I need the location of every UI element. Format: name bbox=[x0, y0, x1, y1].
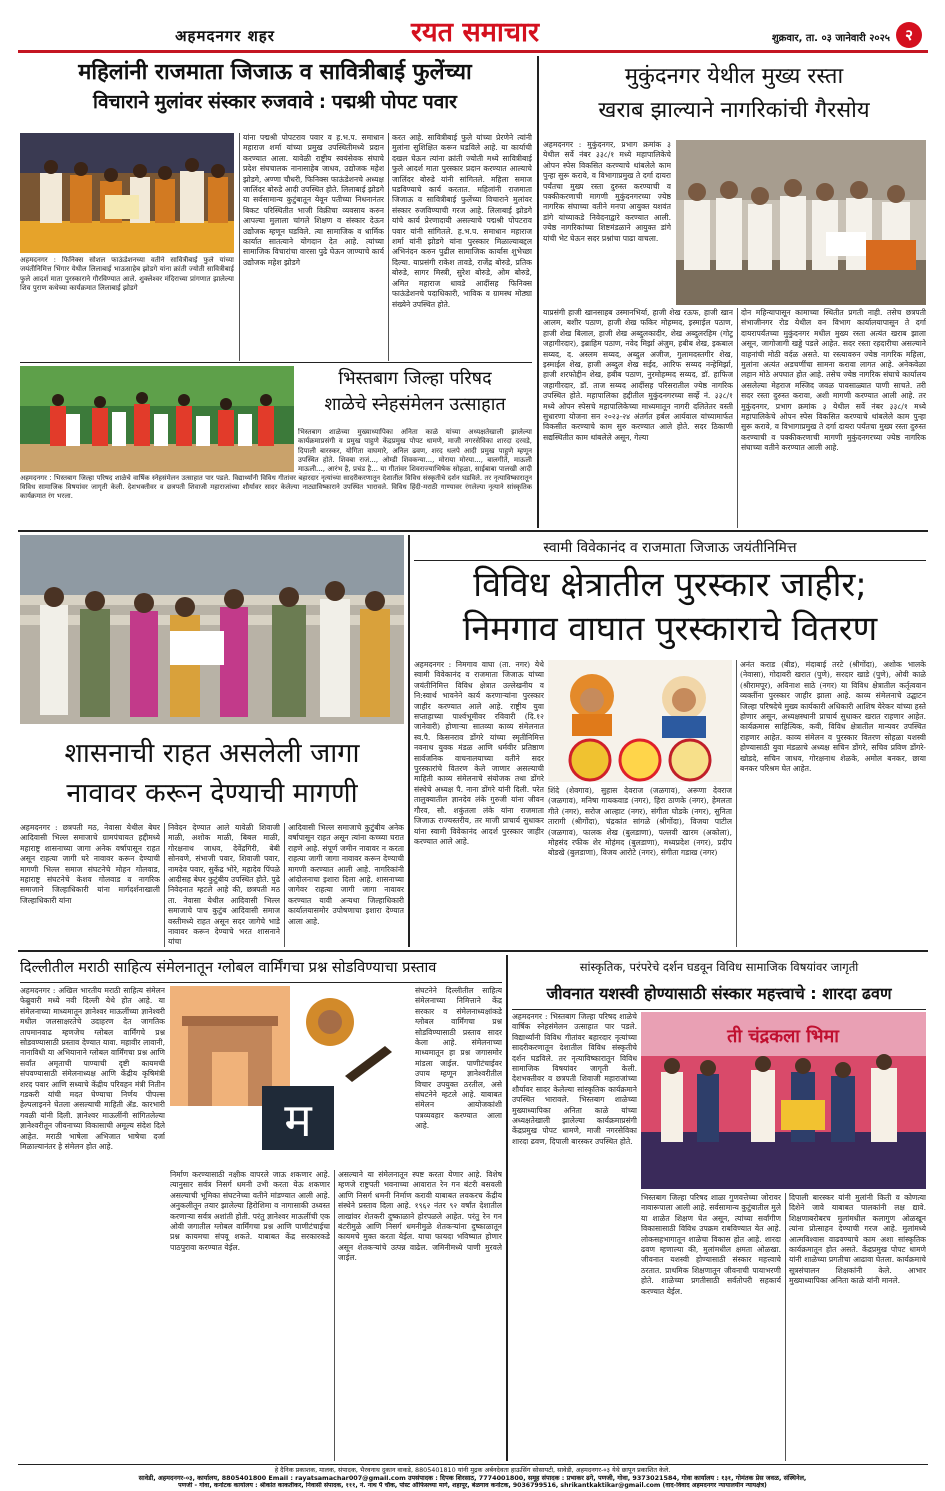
story1-headline-line1: महिलांनी राजमाता जिजाऊ व सावित्रीबाई फुलेंच्या bbox=[78, 60, 472, 85]
story2-body-col3: दोन महिन्यापासून कामाच्या स्थितीत प्रगती नाही. तसेच छत्रपती संभाजीनगर रोड येथील वन विभाग कार्यालयापासून ते दर्गा दायरापर्यंतच्या मुकुंदनगर मधील मुख्य रस्ता अत्यंत खराब झाला असून, जागोजागी खड्डे पडले आहेत. सदर रस्ता रहदारीचा असल्याने वाहनांची मोठी वर्दळ असते. या रस्त्यावरुन ज्येष्ठ नागरिक महिला, मुलांना अत्यंत अडचणींचा सामना करावा लागत आहे. अनेकवेळा लहान मोठे अपघात होत आहे. तसेच ज्येष्ठ नागरिक संघाचे कार्यालय असलेल्या मेहराज मस्जिद जवळ पावसाळ्यात पाणी साचते. तरी सदर रस्ता दुरुस्त करावा, अशी मागणी करण्यात आली आहे. तर मुकुंदनगर, प्रभाग क्रमांक ३ येथील सर्वे नंबर ३३८/१ मध्ये महापालिकेचे ओपन स्पेस विकसित करण्याचे थांबलेले काम पुन्हा सुरू करावे, व विभागाप्रमुख ते दर्गा दायरा पर्यंतचा मुख्य रस्ता दुरुस्त करण्याची व पक्कीकरणाची मागणी मुकुंदनगरच्या ज्येष्ठ नागरिक संघाच्या वतीने करण्यात आली आहे. bbox=[741, 308, 926, 453]
issue-date: शुक्रवार, ता. ०३ जानेवारी २०२५ bbox=[771, 33, 890, 44]
story5-body-col3: अनंत कराड (बीड), मंदाबाई तरटे (श्रीगोंदा), अशोक भालके (नेवासा), गोदावरी खरात (पुणे), सरदार खाडे (पुणे), ओवी काळे (श्रीरामपूर), अविनाश साठे (नगर) या विविध क्षेत्रातील कर्तृत्ववान व्यक्तींना पुरस्कार जाहीर झाला आहे. काव्य संमेलनाचे उद्घाटन जिल्हा परिषदेचे मुख्य कार्यकारी अधिकारी आशिष येरेकर यांच्या हस्ते होणार असून, अध्यक्षस्थानी प्राचार्य सुधाकर खरात राहणार आहेत. कार्यक्रमास साहित्यिक, कवी, विविध क्षेत्रातील मान्यवर उपस्थित राहणार आहेत. काव्य संमेलन व पुरस्कार वितरण सोहळा यशस्वी होण्यासाठी युवा मंडळाचे अध्यक्ष सचिन डोंगरे, सचिव प्रविण डोंगरे-खोडदे, सचिन जाधव, गोरक्षनाथ शेळके, अमोल बनकर, छाया बनकर परिश्रम घेत आहेत. bbox=[740, 660, 926, 774]
story1-award-photo bbox=[20, 133, 234, 253]
story2-headline-line1: मुकुंदनगर येथील मुख्य रस्ता bbox=[624, 64, 844, 89]
story5-headline-line1: विविध क्षेत्रातील पुरस्कार जाहीर; bbox=[473, 565, 867, 605]
story4-col-divider2 bbox=[284, 823, 285, 947]
story5-body-col1: अहमदनगर : निमगाव वाघा (ता. नगर) येथे स्वामी विवेकानंद व राजमाता जिजाऊ यांच्या जयंतीनिमित्त विविध क्षेत्रात उल्लेखनीय व नि:स्वार्थ भावनेने कार्य करणाऱ्यांना पुरस्कार जाहीर करण्यात आले आहे. राष्ट्रीय युवा सप्ताहाच्या पार्श्वभूमीवर रविवारी (दि.१२ जानेवारी) होणाऱ्या सातव्या काव्य संमेलनात स्व.पै. किसनराव डोंगरे यांच्या स्मृतीनिमित्त नवनाथ युवक मंडळ आणि धर्मवीर प्रतिष्ठाण सार्वजनिक वाचनालयाच्या वतीने सदर पुरस्कारांचे वितरण केले जाणार असल्याची माहिती काव्य संमेलनाचे संयोजक तथा डोंगरे संस्थेचे अध्यक्ष पै. नाना डोंगरे यांनी दिली. परेत तालुक्यातील ज्ञानदेव लंके गुरुजी यांना जीवन गौरव, सौ. शकुंतला लंके यांना राजमाता जिजाऊ राज्यस्तरीय, तर माजी प्राचार्य सुधाकर यांना स्वामी विवेकानंद आदर्श पुरस्कार जाहीर करण्यात आले आहे. bbox=[414, 660, 544, 846]
story2-col-divider bbox=[737, 308, 738, 528]
story2-body-col2: याप्रसंगी हाजी खानसाहब उस्मानभिर्या, हाजी शेख रऊफ, हाजी खान आलम, बशीर पठाण, हाजी शेख फकिर मोहम्मद, इस्माईल पठाण, हाजी शेख बिलाल, हाजी शेख अब्दुलकादीर, शेख अब्दुलरहिम (गोटू जहागीरदार), इब्राहिम पठाण, नवेद मिर्झा अंजुम, हबीब शेख, इकबाल सय्यद, द. अस्लम सय्यद, अब्दुल अजीज, गुलामदस्तगीर शेख, इस्माईल शेख, हाजी अब्दुल शेख सईद, आरिफ सय्यद नन्हेमिर्झा, हाजी शरफोद्दीन शेख, हबीब पठाण, नुरमोहम्मद सय्यद, डॉ. हाफिज जहागीरदार, डॉ. ताज सय्यद आदींसह परिसरातील ज्येष्ठ नागरिक उपस्थित होते. महापालिका हद्दीतील मुकुंदनगरच्या सर्व्हे नं. ३३८/१ मध्ये ओपन स्पेसचे महापालिकेच्या माध्यमातून नागरी दलितेतर वस्ती सुधारणा योजना सन २०२३-२४ अंतर्गत हर्बल आर्यवाल यांच्यामार्फत विकसीत करण्याचे काम सुरु करण्यात आले होते. सदर ठिकाणी सद्यस्थितीत काम थांबलेले असून, गेल्या bbox=[543, 308, 733, 442]
story1-col-divider1 bbox=[239, 133, 240, 361]
story1-col-divider2 bbox=[388, 133, 389, 361]
story1-headline-line2: विचाराने मुलांवर संस्कार रुजवावे : पद्मश्री पोपट पवार bbox=[93, 91, 457, 113]
stage-photo-illustration bbox=[641, 1012, 926, 1189]
masthead bbox=[0, 0, 945, 48]
story7-headline: जीवनात यशस्वी होण्यासाठी संस्कार महत्त्वाचे : शारदा ढवण bbox=[546, 984, 892, 1003]
story5-body-col2: शिंदे (शेवगाव), सुहास देवराज (जळगाव), अरूणा देवराज (जळगाव), मनिषा गायकवाड (नगर), हिरा ठाणके (नगर), हेमलता गीते (नगर), सरोज आल्हाट (नगर), संगीता घोडके (नगर), सुनिता तारागी (श्रीगोंदा), चंद्रकांत सांगळे (श्रीगोंदा), विजया पाटील (जळगाव), फालक शेख (बुलडाणा), पल्लवी खारम (अकोला), मोहसंद रफीक शेर मोहंमद (बुलडाणा), मध्यप्रदेश (नगर), प्रदीप बोडखे (बुलडाणा), विजय आरोटे (नगर), संगीता गडाख (नगर) bbox=[548, 786, 732, 858]
story6-body-col2: निर्माण करण्यासाठी नक्षीक वापरले जाऊ शकणार आहे. त्यानुसार सर्वत्र निसर्ग धमनी उभी करता येऊ शकणार असल्याची भूमिका संघटनेच्या वतीने मांडण्यात आली आहे. अनुकलीतून तयार झालेल्या हिरोशिमा व नागासाकी उध्वस्त करणाऱ्या सर्वत्र अशांती होती. परंतु ज्ञानेश्वर माऊलींची एक ओवी जगातील ग्लोबल वार्मिंगचा प्रश्न आणि पाणीटंचाईचा प्रश्न कायमचा संपवू शकते. याबाबत केंद्र सरकारकडे पाठपुरावा करण्यात येईल. bbox=[170, 1170, 330, 1252]
story4-headline-line1: शासनाची राहत असलेली जागा bbox=[64, 738, 360, 769]
story7-stage-photo bbox=[641, 1012, 926, 1189]
masthead-rule bbox=[18, 50, 928, 53]
india-gate-illustration bbox=[170, 986, 410, 1166]
story4-col-divider1 bbox=[164, 823, 165, 947]
story7-col-divider bbox=[785, 1193, 786, 1461]
section-label: अहमदनगर शहर bbox=[175, 27, 275, 45]
story4-memorandum-photo bbox=[20, 535, 404, 724]
story5-col-divider bbox=[736, 660, 737, 947]
story7-kicker: सांस्कृतिक, परंपरेचे दर्शन घडवून विविध सामाजिक विषयांवर जागृती bbox=[579, 960, 859, 974]
page-number: २ bbox=[905, 26, 913, 44]
story5-portraits-photo bbox=[548, 660, 732, 782]
story5-kicker-rule bbox=[414, 560, 926, 561]
story2-headline-line2: खराब झाल्याने नागरिकांची गैरसोय bbox=[598, 98, 870, 123]
story4-body-col2: निवेदन देण्यात आले यावेळी शिवाजी माळी, अशोक माळी, बिबल माळी, गोरक्षनाथ जाधव, देवेंद्रगिरी, बेबी सोनवणे, संभाजी पवार, शिवाजी पवार, नामदेव पवार, सुकेंद्र भोरे, महादेव पिंपळे आदीसह बेघर कुटुंबीय उपस्थित होते. पुढे निवेदनात म्हटले आहे की, छत्रपती मठ ता. नेवासा येथील आदिवासी भिल्ल समाजाचे पाच कुटुंब आदिवासी समाज वस्तीमध्ये राहत असून सदर जागेचे भाडे नावावर करून देण्याचे भरत शासनाने यांचा bbox=[168, 823, 280, 947]
story3-top-rule bbox=[20, 362, 532, 363]
page-number-badge bbox=[896, 22, 922, 48]
award-photo-illustration bbox=[20, 133, 234, 253]
footer-rule bbox=[18, 1464, 928, 1465]
stage-banner-text: ती चंद्रकला भिमा bbox=[727, 1026, 839, 1047]
story2-delegation-photo bbox=[676, 140, 926, 305]
story1-body-col2: यांना पद्मश्री पोपटराव पवार व ह.भ.प. समाधान महाराज शर्मा यांच्या प्रमुख उपस्थितीमध्ये प्रदान करण्यात आला. यावेळी राष्ट्रीय स्वयंसेवक संघाचे प्रदेश संघचालक नानासाहेब जाधव, उद्योजक महेश झोडगे, अण्णा चौधरी, फिनिक्स फाऊंडेशनचे अध्यक्ष जालिंदर बोरुडे आदी उपस्थित होते. लिलाबाई झोडगे या सर्वसामान्य कुटुंबातून येवून पतीच्या निधनानंतर बिकट परिस्थितीत भाजी विक्रीचा व्यवसाय करुन आपल्या मुलाला चांगले शिक्षण व संस्कार देऊन उद्योजक म्हणून घडविले. त्या सामाजिक व धार्मिक कार्यात सातत्याने योगदान देत आहे. त्यांच्या सामाजिक विचारांचा वारसा पुढे घेऊन जाण्याचे कार्य उद्योजक महेश झोडगे bbox=[243, 133, 384, 267]
story6-body-col4: संघटनेने दिल्लीतील साहित्य संमेलनाच्या निमित्ताने केंद्र सरकार व संमेलनाध्यक्षांकडे ग्लोबल वार्मिंगचा प्रश्न सोडविण्यासाठी प्रस्ताव सादर केला आहे. संमेलनाच्या माध्यमातून हा प्रश्न जगासमोर मांडला जाईल. पाणीटंचाईवर उपाय म्हणून ज्ञानेश्वरीतील विचार उपयुक्त ठरतील, असे संघटनेने म्हटले आहे. याबाबत संमेलन आयोजकांशी पत्रव्यवहार करण्यात आला आहे. bbox=[415, 986, 502, 1131]
story1-caption: अहमदनगर : फिनिक्स सोशल फाऊंडेशनच्या वतीने सावित्रीबाई फुले यांच्या जयंतीनिमित्त भिंगार येथील लिलाबाई भाऊसाहेब झोडगे यांना क्रांती ज्योती सावित्रीबाई फुले आदर्श माता पुरस्काराने गौरविण्यात आले. शुक्लेश्वर मंदिराच्या प्रांगणात झालेल्या शिव पुराण कथेच्या कार्यक्रमात लिलाबाई झोडगे bbox=[20, 256, 234, 293]
story3-headline-line2: शाळेचे स्नेहसंमेलन उत्साहात bbox=[324, 394, 506, 415]
story4-headline-line2: नावावर करून देण्याची मागणी bbox=[66, 778, 358, 809]
imprint-line3: पणजी - गोवा, कर्नाटक कार्यालय : श्रीकांत काकतीकर, निवासी संपादक, १११, नं. नाथ पै चौक, पोस्ट ऑफिसच्या मागे, शहापूर, बेळगाव कर्नाटक, 9036799516, shrikantkaktikar@gmail.com (वाद-विवाद अहमदनगर न्यायालयीन न्यायक्षेत्र) bbox=[178, 1482, 767, 1489]
memorandum-photo-illustration bbox=[20, 535, 404, 724]
story6-body-col1: अहमदनगर : अखिल भारतीय मराठी साहित्य संमेलन फेब्रुवारी मध्ये नवी दिल्ली येथे होत आहे. या संमेलनाच्या माध्यमातून ज्ञानेश्वर माऊलींच्या ज्ञानेश्वरी मधील जलसाक्षरतेचे उदाहरण देत जागतिक तापमानवाढ म्हणजेच ग्लोबल वार्मिंगचे प्रश्न सोडवण्यासाठी प्रस्ताव देण्यात यावा. महावीर लावानी, नानाविधी या अभियानाने ग्लोबल वार्मिंगचा प्रश्न आणि सर्वांत अमृताची पाण्याची दृष्टी कायमची संपवण्यासाठी संमेलनाध्यक्ष आणि केंद्रीय कृषिमंत्री शरद पवार आणि सध्याचे केंद्रीय परिवहन मंत्री नितीन गडकरी यांची मदत घेण्याचा निर्णय पीपल्स हेल्पलाइनने घेतला असल्याची माहिती ॲड. कारभारी गवळी यांनी दिली. ज्ञानेश्वर माऊलींनी सांगितलेल्या ज्ञानेश्वरीतून जीवनाच्या विकासाची अमूल्य संदेश दिले आहेत. मराठी भाषेला अभिजात भाषेचा दर्जा मिळाल्यानंतर हे संमेलन होत आहे. bbox=[20, 986, 165, 1152]
story7-body-col3: दिपाली बारस्कर यांनी मुलांनी किती व कोणत्या दिशेने जावे याबाबत पालकांनी लक्ष द्यावे. शिक्षणाबरोबरच मुलांमधील कलागुण ओळखून त्यांना प्रोत्साहन देण्याची गरज आहे. मुलांमध्ये आत्मविश्वास वाढवण्याचे काम अशा सांस्कृतिक कार्यक्रमातून होत असते. केंद्रप्रमुख पोपट धामणे यांनी शाळेच्या प्रगतीचा आढावा घेतला. कार्यक्रमाचे सूत्रसंचालन शिक्षकांनी केले. आभार मुख्याध्यापिका अनिता काळे यांनी मानले. bbox=[789, 1193, 926, 1286]
lower-section-rule bbox=[18, 950, 928, 952]
mid-section-rule bbox=[18, 530, 928, 532]
mid-column-divider bbox=[408, 535, 410, 947]
story2-body-col1: अहमदनगर : मुकुंदनगर, प्रभाग क्रमांक ३ येथील सर्वे नंबर ३३८/१ मध्ये महापालिकेचे ओपन स्पेस विकसित करण्याचे थांबलेले काम पुन्हा सुरू करावे, व विभागाप्रमुख ते दर्गा दायरा पर्यंतचा मुख्य रस्ता दुरुस्त करण्याची व पक्कीकरणाची मागणी मुकुंदनगरच्या ज्येष्ठ नागरिक संघाच्या वतीने मनपा आयुक्त यशवंत डांगे यांच्याकडे निवेदनाद्वारे करण्यात आली. ज्येष्ठ नागरिकांच्या शिष्टमंडळाने आयुक्त डांगे यांची भेट घेऊन सदर प्रश्नांचा पाढा वाचला. bbox=[543, 140, 671, 243]
story7-body-col2: भिस्तबाग जिल्हा परिषद शाळा गुणवत्तेच्या जोरावर नावारूपाला आली आहे. सर्वसामान्य कुटुंबातील मुले या शाळेत शिक्षण घेत असून, त्यांच्या सर्वांगीण विकासासाठी विविध उपक्रम राबविण्यात येत आहे. लोकसहभागातून शाळेचा विकास होत आहे. शारदा ढवण म्हणाल्या की, मुलांमधील क्षमता ओळखा. जीवनात यशस्वी होण्यासाठी संस्कार महत्त्वाचे ठरतात. प्राथमिक शिक्षणातून जीवनाची पायाभरणी होते. शाळेच्या प्रगतीसाठी सर्वतोपरी सहकार्य करण्यात येईल. bbox=[641, 1193, 781, 1296]
story6-col-divider bbox=[334, 1170, 335, 1461]
portraits-illustration bbox=[548, 660, 732, 782]
imprint-line2: सावेडी, अहमदनगर-०३, कार्यालय, 8805401800 Email : rayatsamachar007@gmail.com उपसंपादक : दिपक शिरसाठ, 7774001800, समूह संपादक : प्रभाकर ढगे, पणजी, गोवा, 9373021584, गोवा कार्यालय : १३१, गोमंतक प्रेस जवळ, संस्थिनेल, bbox=[138, 1474, 807, 1482]
ma-letter-glyph: म bbox=[284, 1093, 312, 1147]
story1-body-col3: करत आहे. सावित्रीबाई फुले यांच्या प्रेरणेने त्यांनी मुलांना सुशिक्षित करून घडविले आहे. या कार्याची दखल घेऊन त्यांना क्रांती ज्योती मध्ये सावित्रीबाई फुले आदर्श माता पुरस्कार प्रदान करण्यात आल्याचे जालिंदर बोरुडे यांनी सांगितले. महिला समाज घडविण्याचे कार्य करतात. महिलांनी राजमाता जिजाऊ व सावित्रीबाई फुलेंच्या विचाराने मुलांवर संस्कार रुजविण्याची गरज आहे. लिलाबाई झोडगे यांचे कार्य प्रेरणादायी असल्याचे पद्मश्री पोपटराव पवार यांनी सांगितले. ह.भ.प. समाधान महाराज शर्मा यांनी झोडगे यांना पुरस्कार मिळाल्याबद्दल अभिनंदन करुन पुढील सामाजिक कार्यास शुभेच्छा दिल्या. याप्रसंगी राकेश तावडे, राजेंद्र बोरुडे, प्रतिक बोरुडे, सागर मिस्त्री, सुरेश बोरुडे, ओम बोरुडे, अमित महाराज धावडे आदींसह फिनिक्स फाऊंडेशनचे पदाधिकारी, भाविक व ग्रामस्थ मोठ्या संख्येने उपस्थित होते. bbox=[392, 133, 532, 309]
story7-headline-rule bbox=[512, 1009, 926, 1010]
lower-column-divider bbox=[506, 955, 508, 1461]
dance-photo-illustration bbox=[20, 366, 294, 472]
story3-body: भिस्तबाग शाळेच्या मुख्याध्यापिका अनिता काळे यांच्या अध्यक्षतेखाली झालेल्या कार्यक्रमाप्रसंगी व प्रमुख पाहुणे केंद्रप्रमुख पोपट धामणे, माजी नगरसेविका शारदा दरवडे, दिपाली बारस्कर, योगिता वाघमारे, अनिल ढवण, शरद धलपे आदी प्रमुख पाहुणे म्हणून उपस्थित होते. शिवबा राजं..., ओम्डी शिवकन्या..., मोराया मोरया..., बालगीते, माऊली माऊली..., आरंभ है, प्रचंड है... या गीतांवर शिवराज्याभिषेक सोहळा, साईबाबा पालखी आदी bbox=[298, 428, 532, 474]
story6-headline-rule bbox=[20, 982, 502, 983]
delegation-photo-illustration bbox=[676, 140, 926, 305]
story5-headline-line2: निमगाव वाघात पुरस्काराचे वितरण bbox=[462, 609, 878, 649]
story4-body-col1: अहमदनगर : छत्रपती मठ, नेवासा येथील बेघर आदिवासी भिल्ल समाजाचे ग्रामपंचायत हद्दीमध्ये महाराष्ट्र शासनाच्या जागा अनेक वर्षापासून राहत असून राहत्या जागी घरे नावावर करून देण्याची मागणी भिल्ल समाज संघटनेचे मोहन गोलवाड, महाराष्ट्र संघटनेचे केशव गोलवाड व नागरिक समाजाने जिल्हाधिकारी यांना मार्गदर्शनाखाली जिल्हाधिकारी यांना bbox=[20, 823, 160, 905]
story6-india-gate-photo bbox=[170, 986, 410, 1166]
paper-name-logo: रयत समाचार bbox=[410, 18, 540, 48]
story6-headline: दिल्लीतील मराठी साहित्य संमेलनातून ग्लोबल वार्मिंगचा प्रश्न सोडविण्याचा प्रस्ताव bbox=[20, 959, 437, 976]
imprint-line1: हे दैनिक प्रकाशक, मालक, संपादक, भैरवनाथ दुकान वाकडे, 8805401810 यांनी मुद्रक अर्बनदेवता हाऊसिंग सोसायटी, सावेडी, अहमदनगर-०३ येथे छापून प्रकाशित केले. bbox=[274, 1466, 671, 1474]
story7-body-col1: अहमदनगर : भिस्तबाग जिल्हा परिषद शाळेचे वार्षिक स्नेहसंमेलन उत्साहात पार पडले. विद्यार्थ्यांनी विविध गीतांवर बहारदार नृत्यांच्या सादरीकरणातून देशातील विविध संस्कृतीचे दर्शन घडविले. तर नृत्याविष्कारातून विविध सामाजिक विषयांवर जागृती केली. देशभक्तीवर व छत्रपती शिवाजी महाराजांच्या शौर्यावर सादर केलेल्या सांस्कृतिक कार्यक्रमाने उपस्थित भारावले. भिस्तबाग शाळेच्या मुख्याध्यापिका अनिता काळे यांच्या अध्यक्षतेखाली झालेल्या कार्यक्रमाप्रसंगी केंद्रप्रमुख पोपट धामणे, माजी नगरसेविका शारदा ढवण, दिपाली बारस्कर उपस्थित होते. bbox=[512, 1012, 637, 1146]
story3-headline-line1: भिस्तबाग जिल्हा परिषद bbox=[338, 368, 492, 389]
story3-dance-photo bbox=[20, 366, 294, 472]
top-column-divider bbox=[537, 56, 539, 528]
story6-body-col3: असल्याने या संमेलनातून स्पष्ट करता येणार आहे. विशेष म्हणजे राष्ट्रपती भवनाच्या आवारात रेन गन बंटरी बसवली आणि निसर्ग धमनी निर्माण करावी याबाबत लवकरच केंद्रीय संस्थेने प्रस्ताव दिला आहे. १९६२ नंतर ९२ वर्षांत देशातील लाखांवर शेतकरी दुष्काळाने होरपळले आहेत. परंतु रेन गन बंटरीमुळे आणि निसर्ग धमनीमुळे शेतकऱ्यांना दुष्काळातून कायमचे मुक्त करता येईल. याचा फायदा भविष्यात होणार असून शेतकऱ्यांचे उत्पन्न वाढेल. जमिनीमध्ये पाणी मुरवले जाईल. bbox=[338, 1170, 502, 1263]
story4-body-col3: आदिवासी भिल्ल समाजाचे कुटुंबीय अनेक वर्षापासून राहत असून त्यांना कच्च्या घरात राहणे आहे. संपूर्ण जमीन नावावर न करता राहत्या जागी जागा नावावर करून देण्याची मागणी करण्यात आली आहे. नागरिकांनी आंदोलनाचा इशारा दिला आहे. शासनाच्या जागेवर राहत्या जागी जागा नावावर करण्यात यावी अन्यथा जिल्हाधिकारी कार्यालयासमोर उपोषणाचा इशारा देण्यात आला आहे. bbox=[288, 823, 404, 926]
story3-caption: अहमदनगर : भिस्तबाग जिल्हा परिषद शाळेचे वार्षिक स्नेहसंमेलन उत्साहात पार पडले. विद्यार्थ्यांनी विविध गीतांवर बहारदार नृत्यांच्या सादरीकरणातून देशातील विविध संस्कृतीचे दर्शन घडविले. तर नृत्याविष्कारातून विविध सामाजिक विषयांवर जागृती केली. देशभक्तीवर व छत्रपती शिवाजी महाराजांच्या शौर्यावर सादर केलेल्या नाट्याविष्काराने उपस्थित भारावले. विविध हिंदी-मराठी गाण्यावर रंगलेल्या नृत्याने सांस्कृतिक कार्यक्रमात रंग भरला. bbox=[20, 474, 532, 500]
story5-kicker: स्वामी विवेकानंद व राजमाता जिजाऊ जयंतीनिमित्त bbox=[543, 540, 797, 556]
